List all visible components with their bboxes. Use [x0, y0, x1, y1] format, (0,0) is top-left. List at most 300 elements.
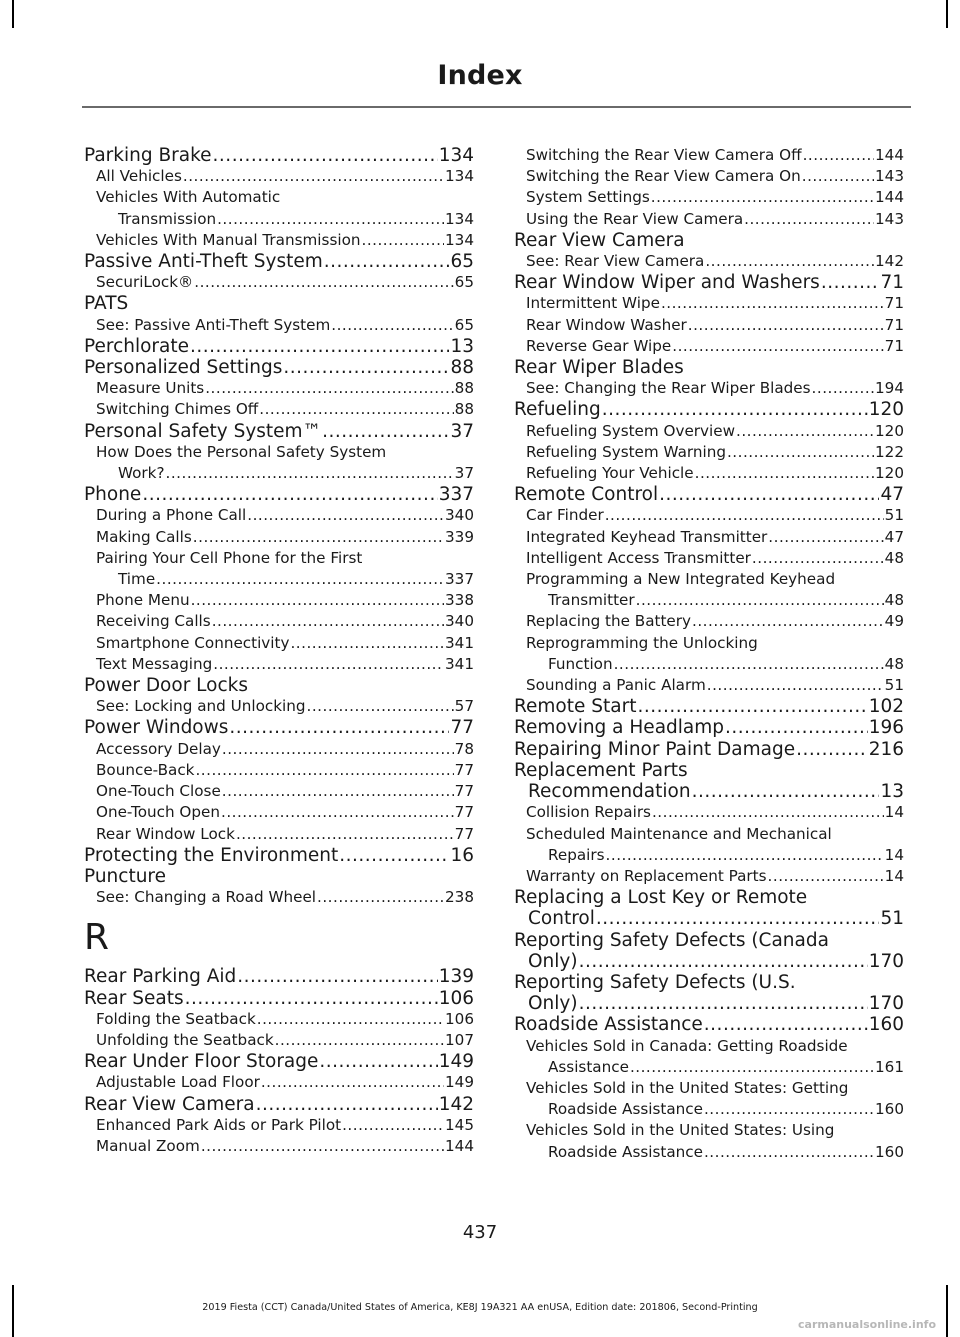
- dot-leader: [606, 845, 884, 866]
- entry-label: Work?: [118, 464, 165, 483]
- dot-leader: [704, 1014, 868, 1035]
- crop-mark-top-left: [12, 0, 14, 28]
- entry-label: Rear View Camera: [84, 1093, 255, 1115]
- crop-mark-top-right: [946, 0, 948, 28]
- dot-leader: [324, 251, 450, 272]
- entry-label: Folding the Seatback: [96, 1009, 256, 1028]
- dot-leader: [247, 505, 444, 526]
- index-subentry: [514, 590, 904, 611]
- entry-page-number: 71: [884, 315, 904, 334]
- dot-leader: [339, 845, 449, 866]
- index-entry: Reporting Safety Defects (Canada: [514, 929, 829, 951]
- index-entry: [514, 696, 904, 717]
- index-subentry: [514, 187, 904, 208]
- entry-label: One-Touch Open: [96, 803, 220, 822]
- index-entry: Replacement Parts: [514, 759, 688, 781]
- index-subentry: [514, 251, 904, 272]
- dot-leader: [166, 463, 454, 484]
- entry-page-number: 51: [884, 506, 904, 525]
- index-subentry: [84, 1030, 474, 1051]
- index-entry: [514, 399, 904, 420]
- entry-page-number: 47: [884, 527, 904, 546]
- entry-page-number: 149: [445, 1073, 474, 1092]
- index-subentry: Vehicles Sold in the United States: Getting: [526, 1078, 849, 1097]
- entry-label: Intermittent Wipe: [526, 294, 660, 313]
- index-entry: [514, 908, 904, 929]
- index-entry: Power Door Locks: [84, 675, 249, 697]
- entry-page-number: 106: [438, 987, 474, 1009]
- dot-leader: [725, 717, 868, 738]
- index-subentry: [514, 675, 904, 696]
- dot-leader: [237, 966, 437, 987]
- dot-leader: [142, 484, 437, 505]
- index-subentry: [84, 230, 474, 251]
- index-subentry: [514, 209, 904, 230]
- index-entry: [84, 988, 474, 1009]
- entry-label: Function: [548, 654, 613, 673]
- entry-page-number: 88: [450, 357, 474, 379]
- entry-page-number: 139: [438, 966, 474, 988]
- entry-label: Switching Chimes Off: [96, 400, 259, 419]
- entry-label: System Settings: [526, 188, 650, 207]
- dot-leader: [636, 590, 884, 611]
- entry-label: Bounce-Back: [96, 760, 195, 779]
- dot-leader: [259, 399, 453, 420]
- index-entry: Puncture: [84, 865, 167, 887]
- entry-page-number: 48: [884, 591, 904, 610]
- index-subentry: [84, 378, 474, 399]
- index-subentry: [514, 527, 904, 548]
- entry-label: Unfolding the Seatback: [96, 1030, 274, 1049]
- entry-page-number: 216: [868, 738, 904, 760]
- entry-label: Accessory Delay: [96, 739, 221, 758]
- index-subentry: [84, 1115, 474, 1136]
- index-subentry: [84, 760, 474, 781]
- dot-leader: [222, 739, 454, 760]
- entry-label: Rear Window Lock: [96, 824, 235, 843]
- dot-leader: [195, 760, 453, 781]
- entry-label: Passive Anti-Theft System: [84, 251, 323, 273]
- dot-leader: [342, 1115, 444, 1136]
- entry-page-number: 77: [454, 803, 474, 822]
- index-entry: PATS: [84, 293, 129, 315]
- index-subentry: [84, 1136, 474, 1157]
- entry-label: Refueling: [514, 399, 601, 421]
- entry-page-number: 106: [445, 1009, 474, 1028]
- entry-label: Replacing the Battery: [526, 612, 692, 631]
- entry-page-number: 107: [445, 1030, 474, 1049]
- dot-leader: [194, 272, 453, 293]
- entry-label: SecuriLock®: [96, 273, 194, 292]
- index-subentry: [84, 590, 474, 611]
- entry-page-number: 14: [884, 866, 904, 885]
- index-subentry: [84, 1009, 474, 1030]
- dot-leader: [637, 696, 867, 717]
- entry-label: Receiving Calls: [96, 612, 211, 631]
- entry-page-number: 340: [445, 612, 474, 631]
- index-subentry: [84, 802, 474, 823]
- dot-leader: [688, 315, 884, 336]
- entry-page-number: 77: [450, 717, 474, 739]
- entry-page-number: 48: [884, 548, 904, 567]
- entry-label: Warranty on Replacement Parts: [526, 866, 767, 885]
- dot-leader: [602, 399, 868, 420]
- index-subentry: [514, 378, 904, 399]
- entry-label: Smartphone Connectivity: [96, 633, 290, 652]
- dot-leader: [256, 1094, 438, 1115]
- dot-leader: [768, 866, 884, 887]
- dot-leader: [307, 696, 454, 717]
- entry-page-number: 77: [454, 760, 474, 779]
- entry-label: Rear Under Floor Storage: [84, 1051, 319, 1073]
- entry-page-number: 339: [445, 527, 474, 546]
- entry-label: Collision Repairs: [526, 803, 651, 822]
- entry-page-number: 134: [445, 230, 474, 249]
- entry-page-number: 194: [875, 379, 904, 398]
- entry-label: Power Windows: [84, 717, 229, 739]
- page-number: 437: [462, 1222, 498, 1243]
- index-subentry: Scheduled Maintenance and Mechanical: [526, 824, 832, 843]
- index-entry: [84, 1051, 474, 1072]
- entry-page-number: 78: [454, 739, 474, 758]
- entry-label: Sounding a Panic Alarm: [526, 676, 706, 695]
- dot-leader: [275, 1030, 444, 1051]
- index-subentry: [514, 802, 904, 823]
- dot-leader: [744, 209, 874, 230]
- dot-leader: [261, 1072, 444, 1093]
- index-subentry: [514, 1142, 904, 1163]
- index-subentry: [514, 166, 904, 187]
- dot-leader: [704, 1099, 874, 1120]
- entry-label: Text Messaging: [96, 654, 213, 673]
- index-subentry: [514, 845, 904, 866]
- entry-label: Assistance: [548, 1057, 629, 1076]
- index-entry: Replacing a Lost Key or Remote: [514, 887, 808, 909]
- entry-page-number: 13: [880, 781, 904, 803]
- entry-page-number: 120: [875, 464, 904, 483]
- entry-page-number: 161: [875, 1057, 904, 1076]
- dot-leader: [630, 1057, 874, 1078]
- dot-leader: [659, 484, 879, 505]
- dot-leader: [213, 145, 438, 166]
- entry-page-number: 51: [884, 676, 904, 695]
- entry-page-number: 134: [445, 167, 474, 186]
- index-subentry: [514, 866, 904, 887]
- dot-leader: [672, 336, 883, 357]
- entry-label: Using the Rear View Camera: [526, 209, 744, 228]
- dot-leader: [695, 463, 874, 484]
- entry-label: Rear Seats: [84, 987, 184, 1009]
- entry-page-number: 65: [450, 251, 474, 273]
- edition-footer: 2019 Fiesta (CCT) Canada/United States of America, KE8J 19A321 AA enUSA, Edition date: 201806, Second-Printing: [202, 1302, 758, 1313]
- entry-label: Vehicles With Manual Transmission: [96, 230, 361, 249]
- index-entry: [84, 484, 474, 505]
- dot-leader: [319, 1051, 437, 1072]
- entry-label: Rear Parking Aid: [84, 966, 237, 988]
- index-subentry: Pairing Your Cell Phone for the First: [96, 548, 363, 567]
- index-subentry: [84, 887, 474, 908]
- dot-leader: [752, 548, 884, 569]
- index-entry: [514, 1014, 904, 1035]
- entry-label: Transmitter: [548, 591, 635, 610]
- entry-label: Transmission: [118, 209, 217, 228]
- entry-page-number: 142: [875, 252, 904, 271]
- index-subentry: [514, 1099, 904, 1120]
- index-entry: [84, 357, 474, 378]
- entry-label: Measure Units: [96, 379, 205, 398]
- index-subentry: [84, 633, 474, 654]
- index-subentry: [514, 611, 904, 632]
- entry-page-number: 134: [438, 145, 474, 166]
- entry-label: Rear Window Washer: [526, 315, 687, 334]
- dot-leader: [190, 336, 449, 357]
- entry-page-number: 102: [868, 696, 904, 718]
- entry-page-number: 238: [445, 888, 474, 907]
- entry-label: Manual Zoom: [96, 1136, 200, 1155]
- entry-label: One-Touch Close: [96, 782, 221, 801]
- entry-page-number: 170: [868, 993, 904, 1015]
- index-subentry: [514, 145, 904, 166]
- dot-leader: [221, 802, 454, 823]
- entry-page-number: 144: [875, 146, 904, 164]
- dot-leader: [704, 1142, 874, 1163]
- index-column-right: [514, 145, 904, 1163]
- index-entry: Reporting Safety Defects (U.S.: [514, 971, 796, 993]
- page-title: Index: [437, 60, 523, 91]
- entry-page-number: 16: [450, 844, 474, 866]
- dot-leader: [821, 272, 880, 293]
- dot-leader: [362, 230, 445, 251]
- dot-leader: [290, 633, 444, 654]
- dot-leader: [692, 781, 880, 802]
- entry-label: Making Calls: [96, 527, 192, 546]
- index-subentry: [84, 272, 474, 293]
- entry-page-number: 144: [445, 1136, 474, 1155]
- index-subentry: [514, 336, 904, 357]
- entry-page-number: 170: [868, 950, 904, 972]
- index-entry: [84, 251, 474, 272]
- dot-leader: [661, 293, 884, 314]
- index-entry: [514, 484, 904, 505]
- entry-page-number: 13: [450, 335, 474, 357]
- entry-label: See: Locking and Unlocking: [96, 697, 306, 716]
- dot-leader: [213, 654, 444, 675]
- entry-page-number: 142: [438, 1093, 474, 1115]
- entry-page-number: 145: [445, 1115, 474, 1134]
- entry-label: Remote Control: [514, 484, 659, 506]
- index-subentry: [84, 399, 474, 420]
- index-entry: [84, 1094, 474, 1115]
- index-subentry: [84, 781, 474, 802]
- entry-page-number: 37: [450, 420, 474, 442]
- index-entry: [84, 966, 474, 987]
- index-subentry: Reprogramming the Unlocking: [526, 633, 758, 652]
- dot-leader: [257, 1009, 444, 1030]
- dot-leader: [185, 988, 438, 1009]
- index-entry: [514, 951, 904, 972]
- entry-label: Phone Menu: [96, 591, 190, 610]
- dot-leader: [331, 315, 453, 336]
- dot-leader: [193, 527, 444, 548]
- index-entry: [514, 272, 904, 293]
- entry-label: Only): [528, 993, 578, 1015]
- entry-page-number: 51: [880, 908, 904, 930]
- entry-label: Refueling System Overview: [526, 421, 736, 440]
- index-subentry: [84, 569, 474, 590]
- index-subentry: [514, 463, 904, 484]
- entry-label: Refueling Your Vehicle: [526, 464, 694, 483]
- dot-leader: [183, 166, 444, 187]
- dot-leader: [579, 951, 868, 972]
- index-entry: [514, 717, 904, 738]
- index-subentry: [84, 739, 474, 760]
- index-subentry: [514, 293, 904, 314]
- entry-label: Intelligent Access Transmitter: [526, 548, 751, 567]
- entry-page-number: 160: [868, 1014, 904, 1036]
- entry-page-number: 88: [454, 400, 474, 419]
- entry-label: Roadside Assistance: [548, 1100, 703, 1119]
- entry-page-number: 143: [875, 167, 904, 186]
- dot-leader: [579, 993, 868, 1014]
- entry-label: Control: [528, 908, 595, 930]
- entry-page-number: 14: [884, 803, 904, 822]
- index-subentry: [84, 1072, 474, 1093]
- dot-leader: [212, 611, 444, 632]
- entry-label: Parking Brake: [84, 145, 212, 166]
- index-entry: Rear Wiper Blades: [514, 357, 684, 379]
- dot-leader: [217, 209, 444, 230]
- entry-label: See: Changing the Rear Wiper Blades: [526, 379, 811, 398]
- entry-label: Roadside Assistance: [514, 1014, 703, 1036]
- dot-leader: [229, 717, 449, 738]
- entry-page-number: 338: [445, 591, 474, 610]
- index-entry: Rear View Camera: [514, 229, 685, 251]
- dot-leader: [596, 908, 880, 929]
- entry-page-number: 71: [884, 294, 904, 313]
- entry-label: Enhanced Park Aids or Park Pilot: [96, 1115, 342, 1134]
- entry-page-number: 149: [438, 1051, 474, 1073]
- entry-page-number: 143: [875, 209, 904, 228]
- entry-page-number: 49: [884, 612, 904, 631]
- index-entry: [84, 336, 474, 357]
- entry-label: See: Passive Anti-Theft System: [96, 315, 331, 334]
- entry-label: Phone: [84, 484, 142, 506]
- dot-leader: [236, 824, 454, 845]
- watermark-text: carmanualsonline.info: [798, 1318, 936, 1331]
- entry-page-number: 77: [454, 824, 474, 843]
- entry-label: Integrated Keyhead Transmitter: [526, 527, 768, 546]
- index-subentry: [84, 824, 474, 845]
- dot-leader: [736, 421, 874, 442]
- dot-leader: [222, 781, 454, 802]
- entry-page-number: 160: [875, 1142, 904, 1161]
- dot-leader: [191, 590, 444, 611]
- entry-page-number: 65: [454, 315, 474, 334]
- entry-label: Personal Safety System™: [84, 420, 322, 442]
- index-entry: [84, 717, 474, 738]
- dot-leader: [614, 654, 884, 675]
- entry-page-number: 341: [445, 633, 474, 652]
- entry-label: Time: [118, 570, 156, 589]
- index-column-left: [84, 145, 474, 1157]
- entry-label: See: Rear View Camera: [526, 252, 705, 271]
- entry-page-number: 337: [445, 570, 474, 589]
- entry-label: Car Finder: [526, 506, 604, 525]
- entry-page-number: 134: [445, 209, 474, 228]
- entry-label: Protecting the Environment: [84, 844, 339, 866]
- index-subentry: [84, 527, 474, 548]
- index-subentry: [84, 611, 474, 632]
- index-subentry: [84, 505, 474, 526]
- dot-leader: [201, 1136, 444, 1157]
- entry-label: All Vehicles: [96, 167, 182, 186]
- index-subentry: Vehicles Sold in the United States: Using: [526, 1121, 835, 1140]
- index-subentry: [514, 505, 904, 526]
- entry-label: Rear Window Wiper and Washers: [514, 272, 820, 294]
- dot-leader: [705, 251, 874, 272]
- dot-leader: [652, 802, 884, 823]
- dot-leader: [796, 739, 868, 760]
- index-subentry: [84, 654, 474, 675]
- dot-leader: [803, 145, 874, 166]
- entry-label: Remote Start: [514, 696, 637, 718]
- dot-leader: [802, 166, 874, 187]
- header-divider: [82, 106, 911, 108]
- dot-leader: [727, 442, 874, 463]
- entry-page-number: 71: [884, 336, 904, 355]
- index-entry: [514, 781, 904, 802]
- entry-label: Perchlorate: [84, 335, 190, 357]
- dot-leader: [283, 357, 449, 378]
- index-subentry: [514, 315, 904, 336]
- entry-page-number: 88: [454, 379, 474, 398]
- index-subentry: [84, 209, 474, 230]
- entry-label: Recommendation: [528, 781, 691, 803]
- index-entry: [514, 993, 904, 1014]
- dot-leader: [812, 378, 874, 399]
- entry-label: Switching the Rear View Camera On: [526, 167, 801, 186]
- entry-label: Repairs: [548, 845, 605, 864]
- entry-page-number: 341: [445, 654, 474, 673]
- entry-page-number: 196: [868, 717, 904, 739]
- index-subentry: [514, 442, 904, 463]
- dot-leader: [156, 569, 444, 590]
- entry-page-number: 71: [880, 272, 904, 294]
- index-subentry: Vehicles With Automatic: [96, 188, 281, 207]
- entry-page-number: 14: [884, 845, 904, 864]
- dot-leader: [322, 421, 449, 442]
- dot-leader: [651, 187, 874, 208]
- entry-page-number: 37: [454, 464, 474, 483]
- index-subentry: [514, 1057, 904, 1078]
- entry-page-number: 47: [880, 484, 904, 506]
- section-letter: R: [84, 917, 110, 959]
- entry-label: Reverse Gear Wipe: [526, 336, 672, 355]
- entry-label: Only): [528, 950, 578, 972]
- entry-label: Repairing Minor Paint Damage: [514, 738, 796, 760]
- entry-label: Roadside Assistance: [548, 1142, 703, 1161]
- entry-page-number: 144: [875, 188, 904, 207]
- entry-page-number: 122: [875, 442, 904, 461]
- index-subentry: [84, 315, 474, 336]
- index-entry: [514, 739, 904, 760]
- entry-label: Refueling System Warning: [526, 442, 726, 461]
- dot-leader: [692, 611, 884, 632]
- index-subentry: [514, 548, 904, 569]
- entry-label: Adjustable Load Floor: [96, 1073, 260, 1092]
- dot-leader: [605, 505, 884, 526]
- index-subentry: How Does the Personal Safety System: [96, 442, 387, 461]
